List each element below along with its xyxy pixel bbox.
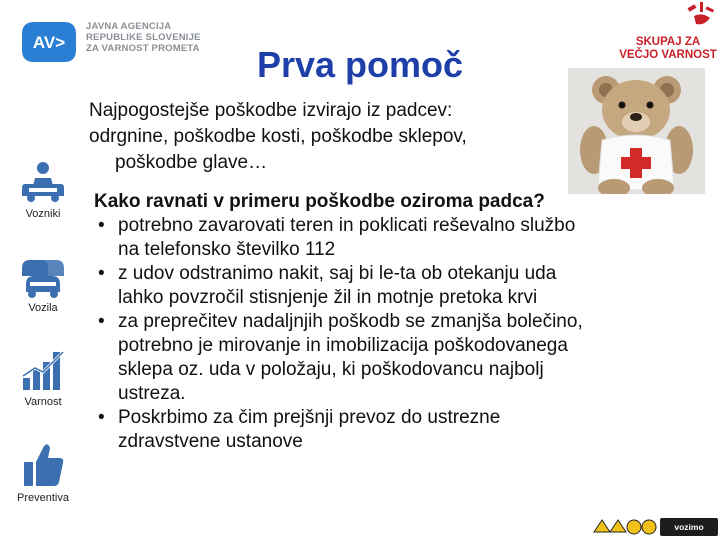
thumbs-up-icon: [20, 440, 66, 490]
bullet-3-line-4: ustreza.: [118, 383, 186, 404]
page-title: Prva pomoč: [256, 44, 464, 85]
list-item: [94, 310, 684, 406]
agency-line-2: REPUBLIKE SLOVENIJE: [86, 32, 201, 43]
list-item: [94, 214, 684, 262]
bullet-3-line-1: • za preprečitev nadaljnjih poškodb se zmanjša bolečino,: [118, 311, 583, 332]
bullet-2-line-2: lahko povzročil stisnjenje žil in motnje pretoka krvi: [118, 287, 538, 308]
safety-chart-icon: [19, 346, 67, 394]
sidebar-label-preventiva: Preventiva: [17, 492, 69, 504]
bullet-4-line-1: • Poskrbimo za čim prejšnji prevoz do ustrezne: [118, 407, 501, 428]
agency-line-3: ZA VARNOST PROMETA: [86, 43, 200, 54]
driver-car-icon: [19, 158, 67, 206]
teddy-bear-image: [568, 68, 705, 194]
bullet-4-line-2: zdravstvene ustanove: [118, 431, 303, 452]
svg-text:AV>: AV>: [32, 33, 66, 52]
campaign-line-2: VEČJO VARNOST: [619, 49, 717, 61]
sidebar-label-vozila: Vozila: [28, 302, 58, 314]
intro-text: [89, 98, 569, 176]
bullet-3-line-3: sklepa oz. uda v položaju, ki poškodovancu najbolj: [118, 359, 544, 380]
bullet-2-line-1: • z udov odstranimo nakit, saj bi le-ta ob otekanju uda: [118, 263, 557, 284]
intro-line-3: poškodbe glave…: [115, 152, 268, 173]
bullet-3-line-2: potrebno je mirovanje in imobilizacija poškodovanega: [118, 335, 568, 356]
bullet-list: [94, 214, 684, 454]
sidebar-label-varnost: Varnost: [24, 396, 62, 408]
main-heading: Kako ravnati v primeru poškodbe oziroma padca?: [94, 191, 545, 212]
footer-emoticons-icon: [592, 516, 658, 536]
agency-line-1: JAVNA AGENCIJA: [86, 21, 172, 32]
intro-line-2: odrgnine, poškodbe kosti, poškodbe sklepov,: [89, 126, 467, 147]
list-item: [94, 406, 684, 454]
vehicles-icon: [18, 254, 68, 300]
teddy-bear-icon: [568, 68, 705, 194]
bullet-1-line-1: • potrebno zavarovati teren in poklicati reševalno službo: [118, 215, 576, 236]
sidebar-label-vozniki: Vozniki: [25, 208, 61, 220]
intro-line-1: Najpogostejše poškodbe izvirajo iz padcev:: [89, 100, 453, 121]
main-content: [94, 190, 684, 454]
sidebar-item-varnost: [0, 346, 86, 408]
list-item: [94, 262, 684, 310]
campaign-name: [618, 36, 718, 62]
sidebar-item-vozniki: [0, 158, 86, 220]
sidebar-item-preventiva: [0, 440, 86, 504]
bullet-1-line-2: na telefonsko številko 112: [118, 239, 336, 260]
vozimo-pametno-badge: vozimo pametno!: [660, 518, 718, 536]
sidebar-item-vozila: [0, 254, 86, 314]
campaign-line-1: SKUPAJ ZA: [635, 36, 701, 48]
